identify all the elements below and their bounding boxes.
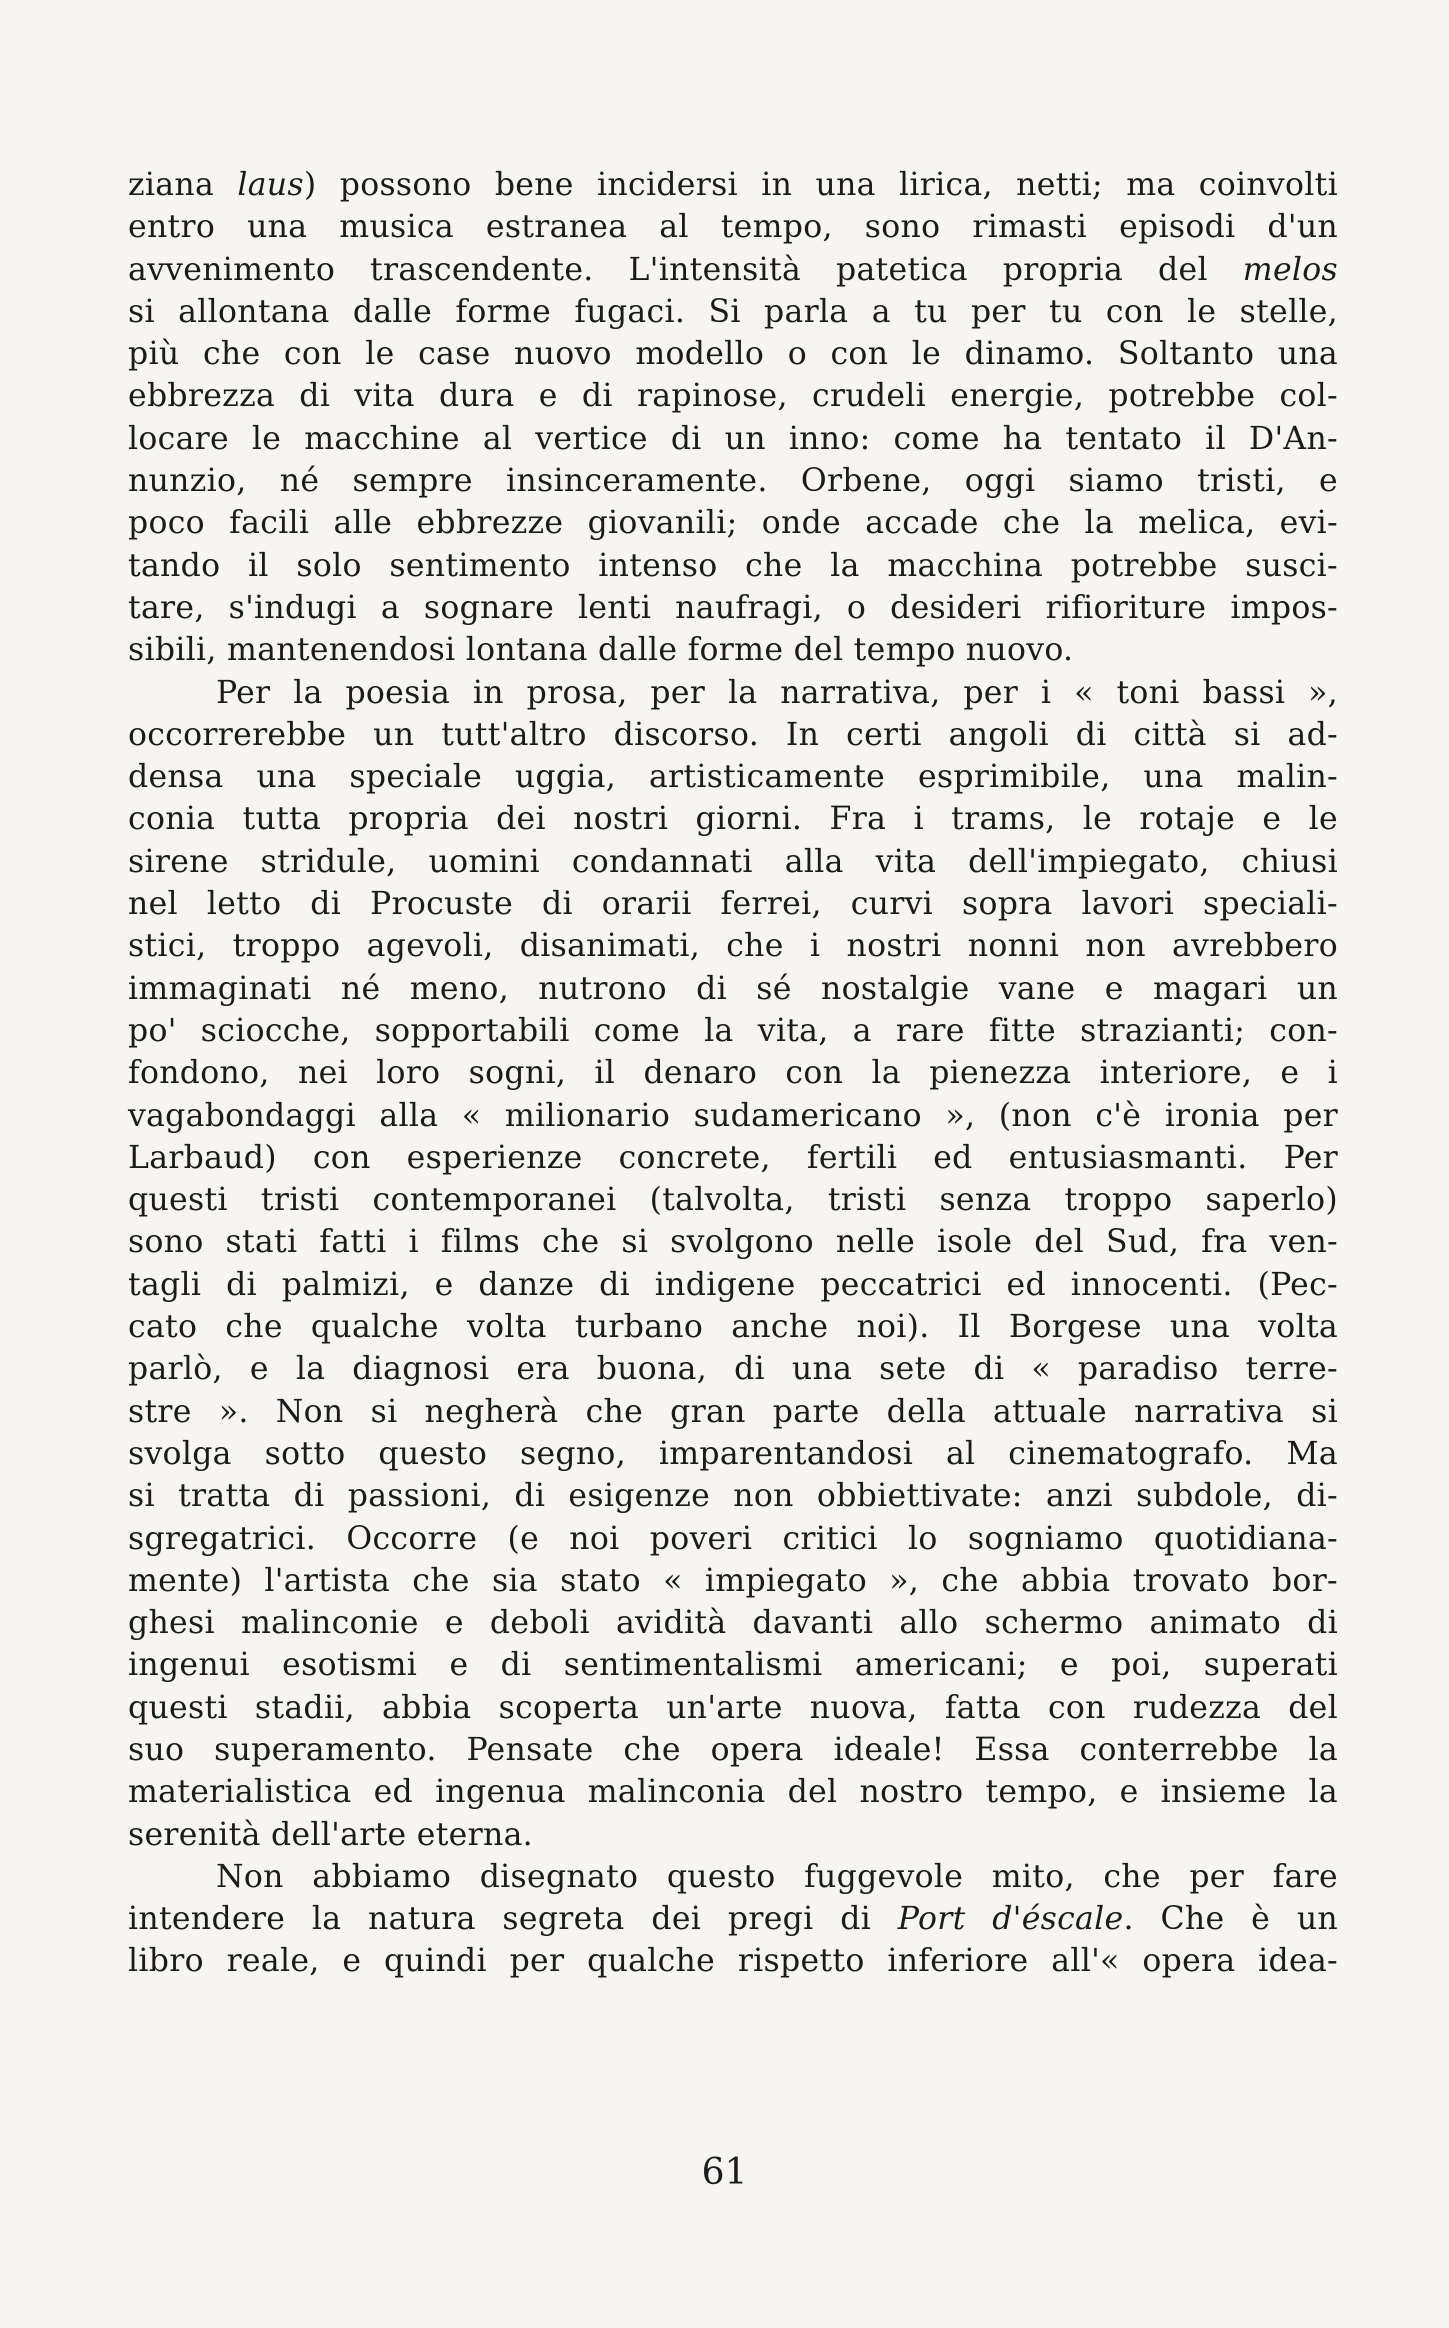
text-line: sirene stridule, uomini condannati alla vita dell'impiegato, chiusi [128, 843, 1338, 880]
text-line: più che con le case nuovo modello o con le dinamo. Soltanto una [128, 336, 1338, 373]
text-line: stici, troppo agevoli, disanimati, che i nostri nonni non avrebbero [128, 928, 1338, 965]
text-line: tando il solo sentimento intenso che la macchina potrebbe susci- [128, 547, 1338, 584]
text-line: nel letto di Procuste di orarii ferrei, curvi sopra lavori speciali- [128, 886, 1338, 923]
text-line: materialistica ed ingenua malinconia del nostro tempo, e insieme la [128, 1774, 1338, 1811]
text-line: conia tutta propria dei nostri giorni. Fra i trams, le rotaje e le [128, 801, 1338, 838]
text-line: mente) l'artista che sia stato « impiegato », che abbia trovato bor- [128, 1562, 1338, 1599]
text-line: stre ». Non si negherà che gran parte della attuale narrativa si [128, 1393, 1338, 1430]
text-line: questi stadii, abbia scoperta un'arte nuova, fatta con rudezza del [128, 1689, 1338, 1726]
text-line: questi tristi contemporanei (talvolta, tristi senza troppo saperlo) [128, 1182, 1338, 1219]
text-line: tare, s'indugi a sognare lenti naufragi, o desideri rifioriture impos- [128, 589, 1338, 626]
body-text [128, 164, 1338, 1983]
text-line: fondono, nei loro sogni, il denaro con la pienezza interiore, e i [128, 1055, 1338, 1092]
text-line: intendere la natura segreta dei pregi di Port d'éscale. Che è un [128, 1901, 1338, 1938]
text-line: ebbrezza di vita dura e di rapinose, crudeli energie, potrebbe col- [128, 378, 1338, 415]
text-line: sono stati fatti i films che si svolgono nelle isole del Sud, fra ven- [128, 1224, 1338, 1261]
text-line: ziana laus) possono bene incidersi in una lirica, netti; ma coinvolti [128, 167, 1338, 203]
text-line: si allontana dalle forme fugaci. Si parla a tu per tu con le stelle, [128, 293, 1338, 330]
text-line: si tratta di passioni, di esigenze non obbiettivate: anzi subdole, di- [128, 1478, 1338, 1515]
text-line: parlò, e la diagnosi era buona, di una sete di « paradiso terre- [128, 1351, 1338, 1388]
text-line: serenità dell'arte eterna. [128, 1816, 533, 1853]
text-line: Per la poesia in prosa, per la narrativa, per i « toni bassi », [216, 674, 1338, 711]
text-line: ingenui esotismi e di sentimentalismi americani; e poi, superati [128, 1647, 1338, 1684]
text-line: locare le macchine al vertice di un inno: come ha tentato il D'An- [128, 420, 1338, 457]
text-line: sgregatrici. Occorre (e noi poveri critici lo sogniamo quotidiana- [128, 1520, 1338, 1557]
text-line: vagabondaggi alla « milionario sudamericano », (non c'è ironia per [128, 1097, 1338, 1134]
text-line: tagli di palmizi, e danze di indigene peccatrici ed innocenti. (Pec- [128, 1266, 1338, 1303]
text-line: avvenimento trascendente. L'intensità patetica propria del melos [128, 251, 1338, 288]
text-line: suo superamento. Pensate che opera ideale! Essa conterrebbe la [128, 1731, 1338, 1768]
text-line: densa una speciale uggia, artisticamente esprimibile, una malin- [128, 759, 1338, 796]
text-line: occorrerebbe un tutt'altro discorso. In certi angoli di città si ad- [128, 716, 1338, 753]
text-line: immaginati né meno, nutrono di sé nostalgie vane e magari un [128, 970, 1338, 1007]
text-line: poco facili alle ebbrezze giovanili; onde accade che la melica, evi- [128, 505, 1338, 542]
text-line: entro una musica estranea al tempo, sono rimasti episodi d'un [128, 209, 1338, 246]
text-line: sibili, mantenendosi lontana dalle forme del tempo nuovo. [128, 632, 1074, 669]
text-line: libro reale, e quindi per qualche rispetto inferiore all'« opera idea- [128, 1943, 1338, 1980]
text-line: Non abbiamo disegnato questo fuggevole mito, che per fare [216, 1858, 1338, 1895]
text-line: ghesi malinconie e deboli avidità davanti allo schermo animato di [128, 1605, 1338, 1642]
page-number: 61 [701, 2152, 748, 2193]
text-line: po' sciocche, sopportabili come la vita, a rare fitte strazianti; con- [128, 1012, 1338, 1049]
text-line: cato che qualche volta turbano anche noi). Il Borgese una volta [128, 1309, 1338, 1346]
text-line: Larbaud) con esperienze concrete, fertili ed entusiasmanti. Per [128, 1139, 1338, 1176]
text-line: svolga sotto questo segno, imparentandosi al cinematografo. Ma [128, 1435, 1338, 1472]
text-line: nunzio, né sempre insinceramente. Orbene, oggi siamo tristi, e [128, 463, 1338, 500]
